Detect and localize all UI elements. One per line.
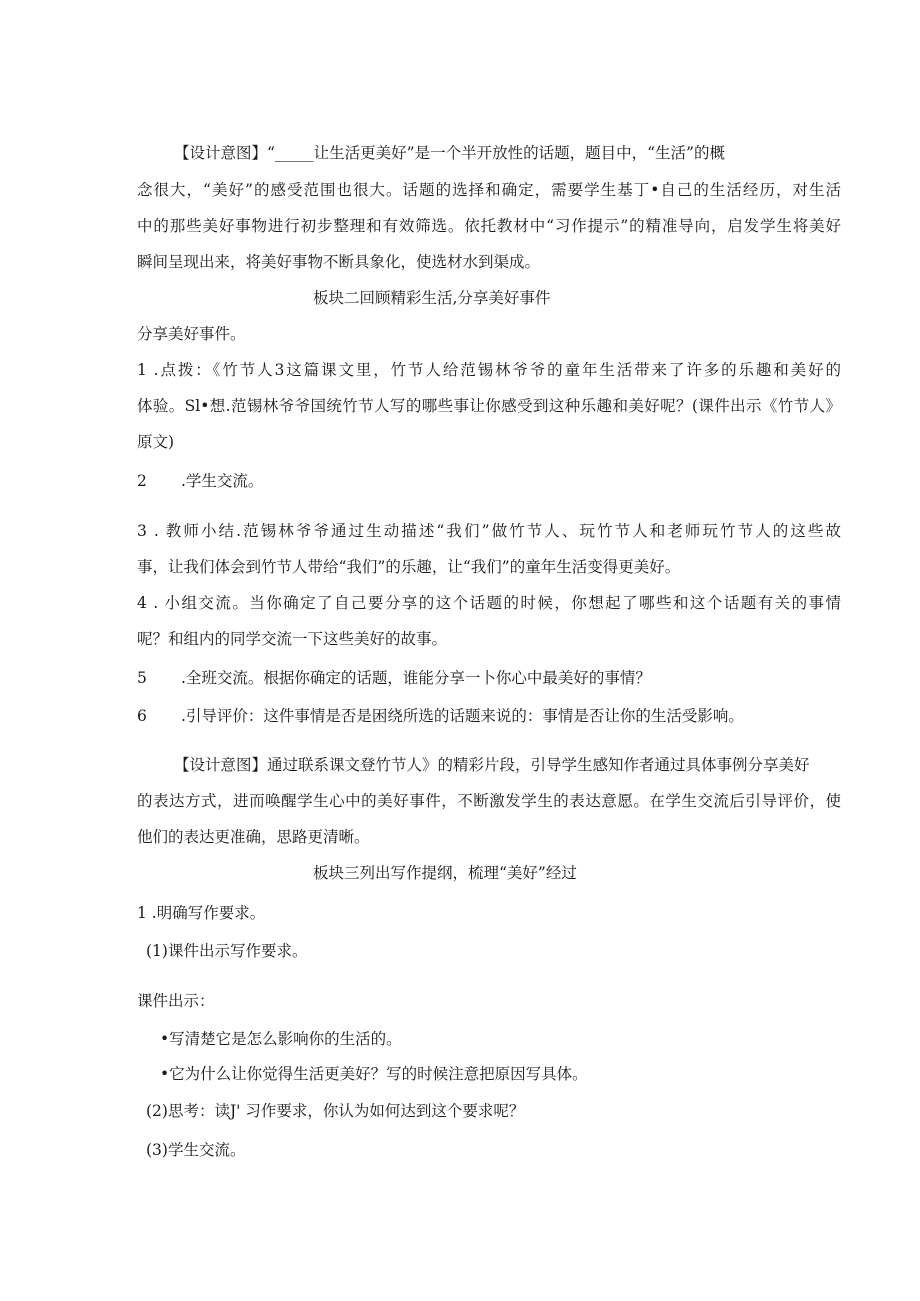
item2-text: .学生交流。	[181, 472, 264, 490]
item2-number: 2	[137, 472, 147, 490]
design-intent-2-line-3: 他们的表达更准确，思路更清晰。	[137, 828, 370, 846]
item4-line-1: 4 . 小组交流。当你确定了自己要分享的这个话题的时候，你想起了哪些和这个话题有关的事情	[137, 594, 841, 612]
item1-line-3: 原文)	[137, 433, 175, 451]
section-heading-3: 板块三列出写作提纲，梳理“美好”经过	[313, 864, 577, 882]
courseware-bullet-1: •写清楚它是怎么影响你的生活的。	[160, 1030, 402, 1048]
item3-line-2: 事，让我们体会到竹节人带给“我们”的乐趣，让“我们”的童年生活变得更美好。	[137, 558, 681, 576]
design-intent-1-line-4: 瞬间呈现出来，将美好事物不断具象化，使选材水到渠成。	[137, 253, 541, 271]
design-intent-2-line-1: 【设计意图】通过联系课文登竹节人》的精彩片段，引导学生感知作者通过具体事例分享美好	[174, 756, 810, 774]
courseware-label: 课件出示：	[137, 992, 215, 1010]
block2-intro: 分享美好事件。	[137, 325, 246, 343]
design-intent-1-line-1: 【设计意图】“_____让生活更美好”是一个半开放性的话题，题目中，“生活”的概	[174, 144, 725, 162]
item1-line-2: 体验。Sl•想.范锡林爷爷国统竹节人写的哪些事让你感受到这种乐趣和美好呢？(课件出示《竹节人》	[137, 397, 841, 415]
item1-line-1: 1 .点拨：《竹节人3这篇课文里，竹节人给范锡林爷爷的童年生活带来了许多的乐趣和美好的	[137, 361, 841, 379]
design-intent-1-line-2: 念很大，“美好”的感受范围也很大。话题的选择和确定，需要学生基丁•自己的生活经历，对生活	[137, 181, 841, 199]
courseware-bullet-2: •它为什么让你觉得生活更美好？写的时候注意把原因写具体。	[160, 1065, 588, 1083]
design-intent-1-line-3: 中的那些美好事物进行初步整理和有效筛选。依托教材中“习作提示”的精准导向，启发学生将美好	[137, 217, 841, 235]
item6-number: 6	[137, 707, 147, 725]
item3-line-1: 3 . 教师小结.范锡林爷爷通过生动描述“我们”做竹节人、玩竹节人和老师玩竹节人的这些故	[137, 522, 841, 540]
design-intent-2-line-2: 的表达方式，进而唤醒学生心中的美好事件，不断激发学生的表达意愿。在学生交流后引导评价，使	[137, 792, 841, 810]
item6-text: .引导评价：这件事情是否是困绕所选的话题来说的：事情是否让你的生活受影响。	[181, 707, 744, 725]
item4-line-2: 呢？和组内的同学交流一下这些美好的故事。	[137, 630, 448, 648]
item5-text: .全班交流。根据你确定的话题，谁能分享一卜你心中最美好的事情？	[181, 669, 651, 687]
section-heading-2: 板块二回顾精彩生活,分享美好事件	[313, 289, 551, 307]
block3-item1: 1 .明确写作要求。	[137, 904, 266, 922]
block3-sub3: (3)学生交流。	[146, 1141, 246, 1159]
item5-number: 5	[137, 669, 147, 687]
block3-sub1: (1)课件出示写作要求。	[146, 942, 308, 960]
block3-sub2: (2)思考：读J' 习作要求，你认为如何达到这个要求呢？	[146, 1102, 525, 1120]
